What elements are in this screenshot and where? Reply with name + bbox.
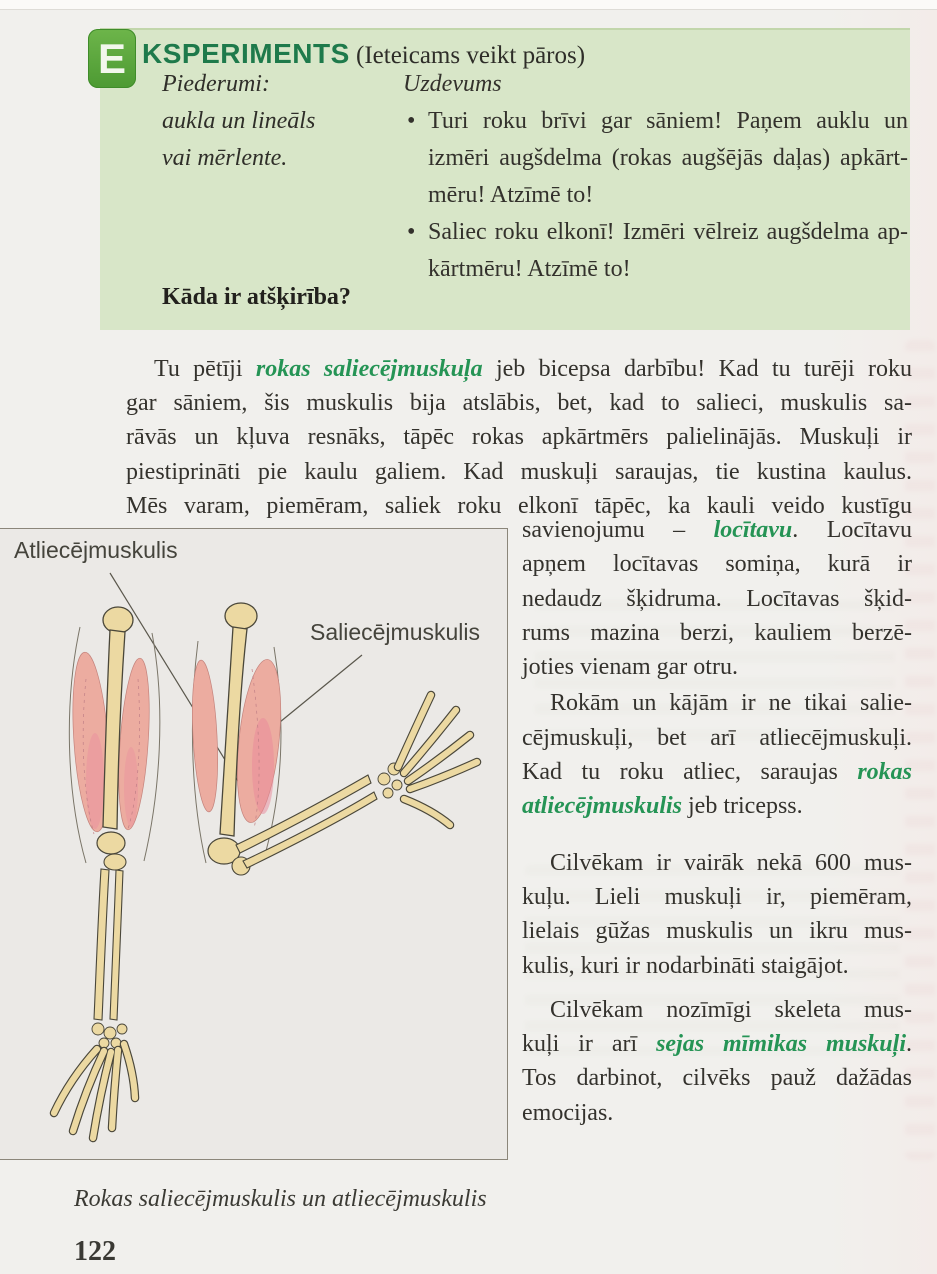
text-line: aukla un lineāls [162, 108, 316, 134]
experiment-question: Kāda ir atšķirība? [162, 284, 351, 310]
text-line: atliecējmuskulis jeb tricepss. [522, 793, 803, 820]
figure-caption: Rokas saliecējmuskulis un atliecējmuskulis [74, 1186, 487, 1212]
text-line: Cilvēkam ir vairāk nekā 600 mus- [550, 849, 912, 876]
forearm-bone [110, 870, 123, 1020]
triceps-muscle [189, 659, 221, 812]
task-bullet [403, 214, 908, 288]
arm-muscles-figure [0, 528, 508, 1160]
intro-paragraph [126, 352, 912, 523]
bullet-marker-icon: • [407, 108, 416, 134]
text-line: rums mazina berzi, kauliem berzē- [522, 619, 912, 646]
text-line: cējmuskuļi, bet arī atliecējmuskuļi. [522, 724, 912, 751]
text-line: vai mērlente. [162, 145, 288, 171]
humerus-head [103, 607, 133, 633]
text-line: mēru! Atzīmē to! [428, 182, 594, 208]
text-line: gar sāniem, šis muskulis bija atslābis, bet, kad to salieci, muskulis sa- [126, 390, 912, 417]
text-line: Mēs varam, piemēram, saliek roku elkonī tāpēc, ka kauli veido kustīgu [126, 492, 912, 519]
forearm-bone [94, 869, 109, 1020]
experiment-badge-letter: E [97, 34, 126, 82]
experiment-title-suffix: (Ieteicams veikt pāros) [349, 42, 586, 69]
page-number: 122 [74, 1236, 116, 1267]
paragraph [522, 513, 912, 684]
highlighted-term: rokas saliecējmuskuļa [255, 356, 483, 382]
straight-arm [54, 607, 160, 1138]
text-line: Cilvēkam nozīmīgi skeleta mus- [550, 996, 912, 1023]
text-line: apņem locītavas somiņa, kurā ir [522, 551, 912, 578]
hand-fingers [398, 695, 477, 825]
text-line: joties vienam gar otru. [522, 654, 738, 681]
text-line: • Turi roku brīvi gar sāniem! Paņem auklu un [428, 103, 908, 140]
flexor-leader-line [280, 655, 362, 722]
text-line: kulis, kuri ir nodarbināti staigājot. [522, 952, 849, 979]
text-line: Tos darbinot, cilvēks pauž dažādas [522, 1065, 912, 1092]
humerus-head [225, 603, 257, 629]
text-line: kārtmēru! Atzīmē to! [428, 256, 631, 282]
highlighted-term: rokas [857, 759, 912, 786]
task-heading: Uzdevums [403, 71, 502, 97]
paragraph [522, 686, 912, 823]
text-line: piestiprināti pie kaulu galiem. Kad muskuļi saraujas, tie kustina kaulus. [126, 458, 912, 485]
highlighted-term: locītavu [713, 517, 793, 543]
materials-heading: Piederumi: [162, 71, 270, 97]
hand-fingers [54, 1044, 135, 1138]
paragraph [522, 846, 912, 983]
text-line: izmēri augšdelma (rokas augšējās daļas) apkārt- [428, 145, 908, 171]
text-line: savienojumu – locītavu. Locītavu [522, 517, 912, 543]
highlighted-term: atliecējmuskulis [522, 793, 683, 820]
task-bullet-list [403, 103, 908, 288]
figure-label-extensor: Atliecējmuskulis [14, 537, 178, 563]
figure-label-flexor: Saliecējmuskulis [310, 619, 481, 645]
highlighted-term: sejas mīmikas muskuļi [656, 1031, 906, 1058]
text-line: rāvās un kļuva resnāks, tāpēc rokas apkārtmērs palielinājās. Muskuļi ir [126, 424, 912, 451]
text-line: nedaudz šķidruma. Locītavas šķid- [522, 585, 912, 612]
text-line: • Saliec roku elkonī! Izmēri vēlreiz augšdelma ap- [428, 214, 908, 251]
materials-lines [162, 103, 382, 177]
page-top-edge [0, 0, 937, 10]
text-line: lielais gūžas muskulis un ikru mus- [522, 918, 912, 945]
experiment-title-main: KSPERIMENTS [142, 38, 350, 69]
paragraph [522, 993, 912, 1130]
text-line: kuļu. Lieli muskuļi ir, piemēram, [522, 883, 912, 910]
right-column-text [522, 513, 912, 1130]
text-line: Kad tu roku atliec, saraujas rokas [522, 759, 912, 786]
text-line: emocijas. [522, 1099, 614, 1126]
experiment-badge-icon [88, 29, 136, 88]
bullet-marker-icon: • [407, 219, 416, 245]
experiment-task [403, 66, 908, 288]
text-line: Tu pētīji rokas saliecējmuskuļa jeb bicepsa darbību! Kad tu turēji roku [154, 356, 913, 382]
text-line: kuļi ir arī sejas mīmikas muskuļi. [522, 1031, 912, 1058]
task-bullet [403, 103, 908, 214]
experiment-materials [162, 66, 382, 177]
text-line: Rokām un kājām ir ne tikai salie- [550, 690, 912, 717]
